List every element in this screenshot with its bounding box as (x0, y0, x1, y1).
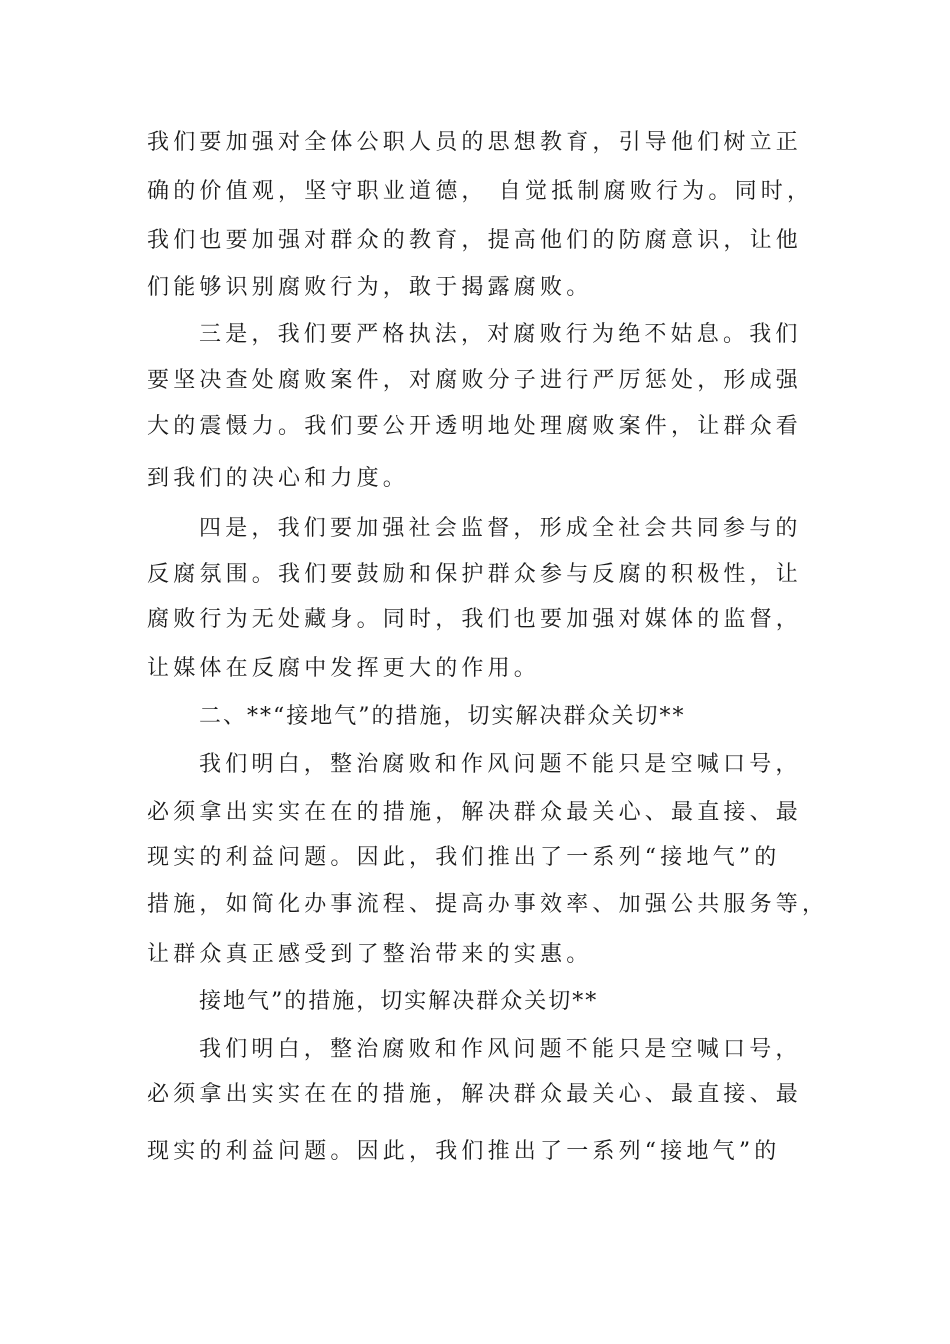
text-line: 必须拿出实实在在的措施，解决群众最关心、最直接、最 (147, 800, 803, 825)
section-heading: 二、**“接地气”的措施，切实解决群众关切** (199, 704, 686, 729)
text-line: 腐败行为无处藏身。同时，我们也要加强对媒体的监督， (147, 607, 803, 632)
text-line: 让群众真正感受到了整治带来的实惠。 (147, 942, 593, 967)
text-line: 让媒体在反腐中发挥更大的作用。 (147, 656, 541, 681)
text-line: 大的震慑力。我们要公开透明地处理腐败案件，让群众看 (147, 414, 803, 439)
text-line: 到我们的决心和力度。 (147, 466, 410, 491)
text-line: 必须拿出实实在在的措施，解决群众最关心、最直接、最 (147, 1082, 803, 1107)
text-line: 现实的利益问题。因此，我们推出了一系列“接地气”的 (147, 845, 781, 870)
text-line: 措施，如简化办事流程、提高办事效率、加强公共服务等， (147, 892, 829, 917)
paragraph-start-line: 三是，我们要严格执法，对腐败行为绝不姑息。我们 (199, 322, 802, 347)
text-line: 们能够识别腐败行为，敢于揭露腐败。 (147, 275, 593, 300)
text-line: 反腐氛围。我们要鼓励和保护群众参与反腐的积极性，让 (147, 562, 803, 587)
text-line: 我们要加强对全体公职人员的思想教育，引导他们树立正 (147, 130, 803, 155)
text-line: 确的价值观，坚守职业道德， 自觉抵制腐败行为。同时， (147, 179, 814, 204)
paragraph-start-line: 我们明白，整治腐败和作风问题不能只是空喊口号， (199, 1037, 802, 1062)
paragraph-start-line: 四是，我们要加强社会监督，形成全社会共同参与的 (199, 516, 802, 541)
text-line: 我们也要加强对群众的教育，提高他们的防腐意识，让他 (147, 228, 803, 253)
text-line: 现实的利益问题。因此，我们推出了一系列“接地气”的 (147, 1139, 781, 1164)
paragraph-start-line: 我们明白，整治腐败和作风问题不能只是空喊口号， (199, 752, 802, 777)
section-heading: 接地气”的措施，切实解决群众关切** (199, 989, 599, 1014)
text-line: 要坚决查处腐败案件，对腐败分子进行严厉惩处，形成强 (147, 368, 803, 393)
